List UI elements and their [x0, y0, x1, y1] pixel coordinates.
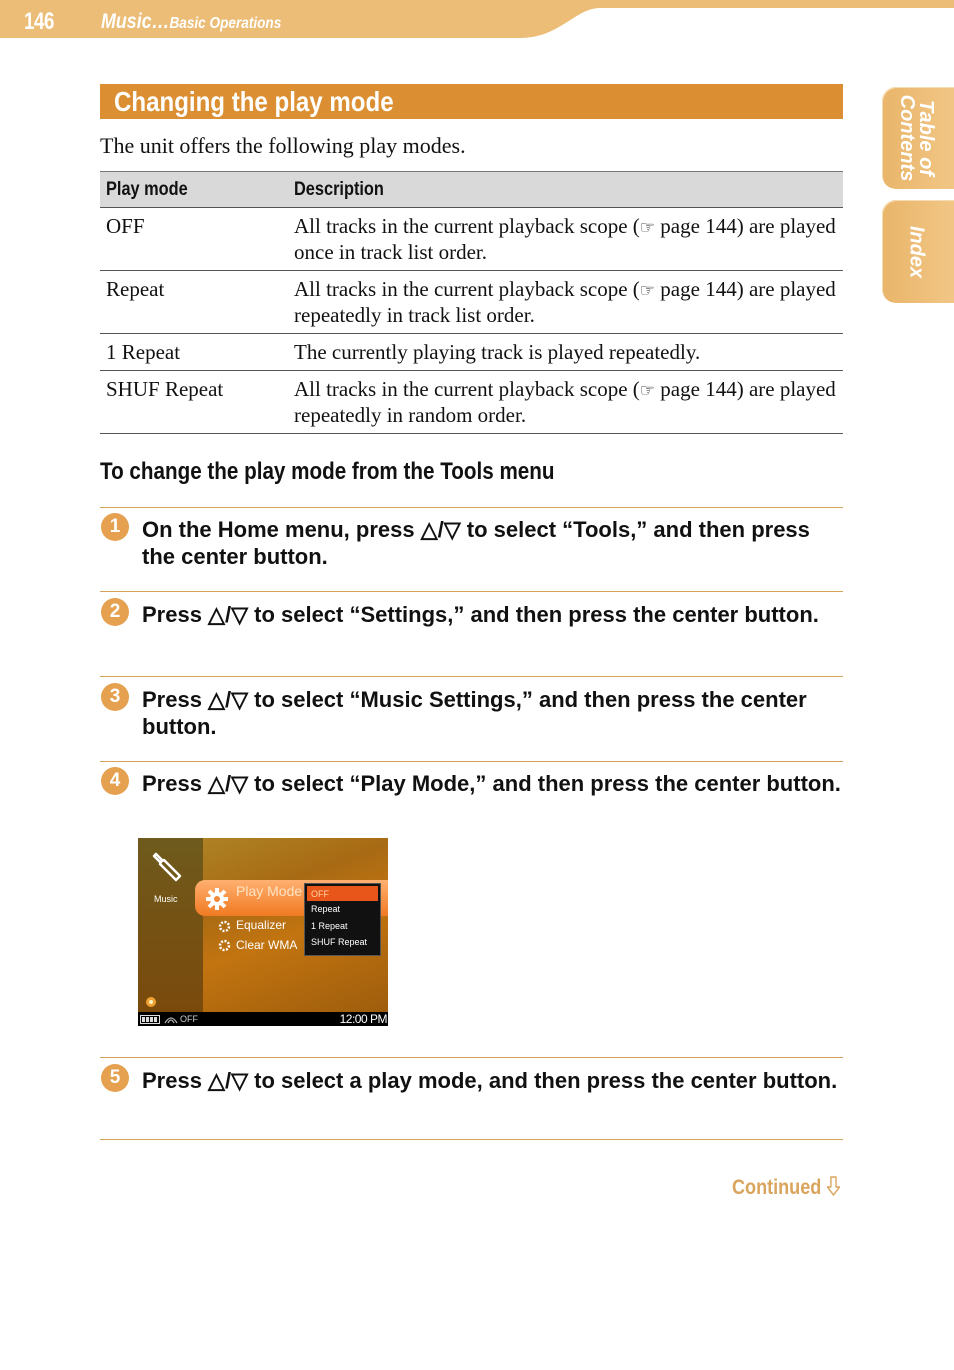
status-clock: 12:00 PM: [339, 1012, 387, 1026]
tools-wrench-icon: [150, 850, 184, 884]
step-number-badge: 1: [101, 513, 129, 541]
page-reference-icon: ☞: [639, 281, 656, 300]
menu-item-play-mode: Play Mode: [236, 883, 303, 899]
screen-left-label: Music: [154, 894, 178, 904]
running-head: [101, 10, 281, 34]
description-cell: All tracks in the current playback scope (☞ page 144) are played once in track list order.: [288, 208, 843, 271]
running-head-subsection: Basic Operations: [169, 15, 282, 32]
step-text: Press △/▽ to select “Play Mode,” and then press the center button.: [142, 771, 841, 796]
description-cell: All tracks in the current playback scope (☞ page 144) are played repeatedly in random order.: [288, 371, 843, 434]
step-text: On the Home menu, press △/▽ to select “Tools,” and then press the center button.: [142, 517, 810, 569]
intro-text: The unit offers the following play modes.: [100, 133, 466, 158]
gear-icon: [218, 920, 231, 933]
arrow-down-icon: [826, 1176, 840, 1196]
step-number-badge: 5: [101, 1064, 129, 1092]
step-text: Press △/▽ to select “Settings,” and then press the center button.: [142, 602, 819, 627]
popup-option: SHUF Repeat: [311, 937, 368, 947]
index-tab[interactable]: [882, 200, 954, 303]
section-title-bar: [100, 84, 843, 119]
step-divider: [100, 676, 843, 677]
page-number: 146: [24, 8, 55, 35]
step-number-badge: 2: [101, 598, 129, 626]
step-text: Press △/▽ to select “Music Settings,” and then press the center button.: [142, 687, 807, 739]
mode-cell: SHUF Repeat: [100, 371, 288, 434]
step-divider: [100, 761, 843, 762]
step-divider: [100, 507, 843, 508]
toc-label-line1: Table of: [915, 100, 937, 176]
page-reference-icon: ☞: [639, 381, 656, 400]
header-play-mode: Play mode: [100, 172, 288, 208]
gear-icon: [204, 886, 230, 912]
index-tab-label: Index: [905, 225, 928, 278]
step-text: Press △/▽ to select a play mode, and then press the center button.: [142, 1068, 838, 1093]
repeat-mode-icon: [164, 1014, 178, 1024]
table-row: [100, 334, 843, 371]
battery-icon: [140, 1015, 160, 1024]
flower-icon: [142, 994, 160, 1010]
page-header: [0, 0, 954, 40]
running-head-section: Music…: [101, 10, 170, 33]
play-mode-popup: [304, 883, 381, 956]
step-number-badge: 4: [101, 767, 129, 795]
continued-indicator: [732, 1176, 840, 1200]
description-cell: The currently playing track is played repeatedly.: [288, 334, 843, 371]
page-reference-link[interactable]: page 144: [660, 377, 737, 401]
toc-label-line2: Contents: [896, 94, 918, 182]
description-cell: All tracks in the current playback scope (☞ page 144) are played repeatedly in track list order.: [288, 271, 843, 334]
table-row: [100, 208, 843, 271]
continued-label: Continued: [732, 1176, 822, 1199]
popup-option-selected: OFF: [307, 886, 378, 901]
table-row: [100, 371, 843, 434]
menu-item-clear-wma: Clear WMA: [236, 938, 298, 952]
table-row: [100, 271, 843, 334]
step-divider: [100, 1139, 843, 1140]
play-mode-table: [100, 171, 843, 434]
status-play-mode: OFF: [180, 1014, 198, 1024]
step-divider: [100, 1057, 843, 1058]
mode-cell: 1 Repeat: [100, 334, 288, 371]
gear-icon: [218, 939, 231, 952]
step-number-badge: 3: [101, 683, 129, 711]
table-of-contents-tab[interactable]: [882, 87, 954, 189]
header-description: Description: [288, 172, 843, 208]
section-title: Changing the play mode: [114, 86, 394, 117]
page-reference-link[interactable]: page 144: [660, 214, 737, 238]
table-header-row: [100, 172, 843, 208]
page-reference-icon: ☞: [639, 218, 656, 237]
mode-cell: OFF: [100, 208, 288, 271]
menu-item-equalizer: Equalizer: [236, 918, 287, 932]
popup-option: 1 Repeat: [311, 920, 348, 931]
table-of-contents-tab-label: [897, 95, 935, 182]
procedure-heading: To change the play mode from the Tools menu: [100, 458, 555, 485]
page-reference-link[interactable]: page 144: [660, 277, 737, 301]
step-divider: [100, 591, 843, 592]
mode-cell: Repeat: [100, 271, 288, 334]
popup-option: Repeat: [311, 904, 341, 914]
device-screen-illustration: [138, 838, 388, 1026]
